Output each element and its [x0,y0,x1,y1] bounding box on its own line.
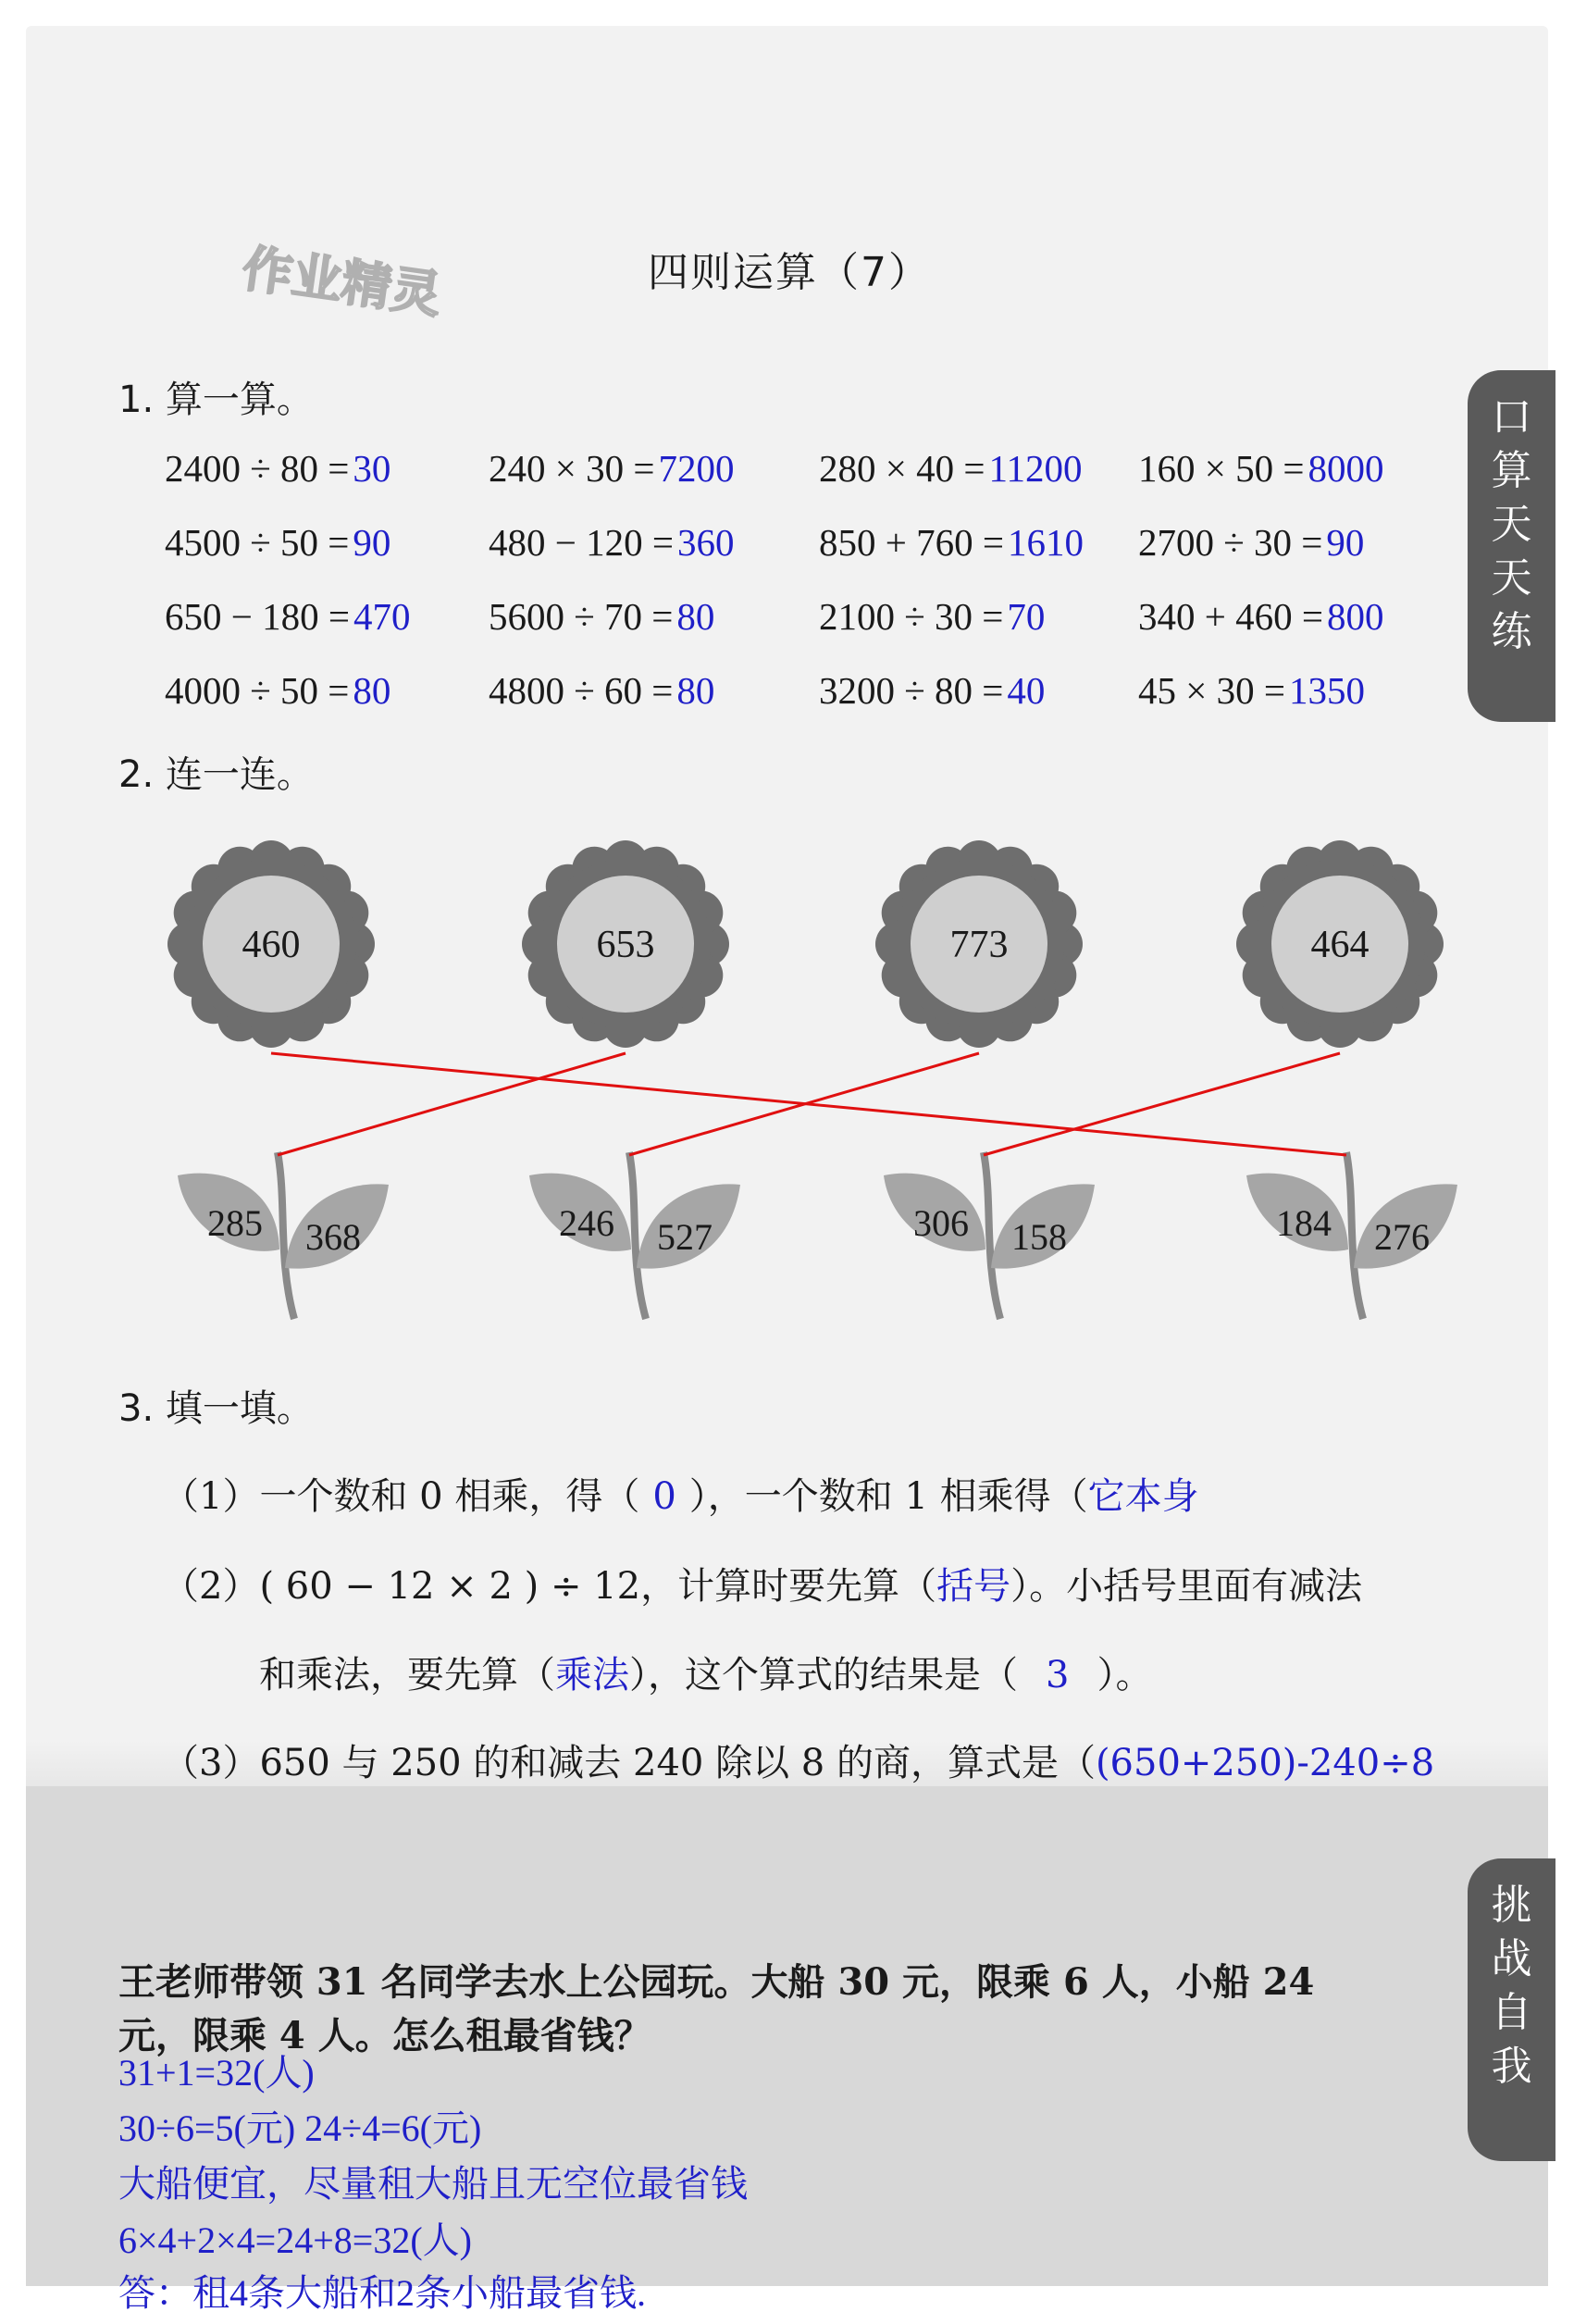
fill-item-2b-text-2: ），这个算式的结果是（ [629,1654,1018,1696]
stem-line [984,1152,1000,1319]
challenge-question-line-1: 王老师带领 31 名同学去水上公园玩。大船 30 元，限乘 6 人，小船 24 [118,1960,1315,2004]
calc-answer[interactable]: 8000 [1308,447,1384,490]
fill-item-2-text-2: ）。小括号里面有减法 [1010,1565,1363,1608]
fill-item-2 [162,1557,1362,1609]
calc-item [819,446,1082,491]
leaf-number-left: 285 [207,1202,263,1244]
calc-question: 340 + 460 = [1138,595,1323,638]
stem-line [629,1152,646,1319]
calc-answer[interactable]: 470 [353,595,411,638]
calc-answer[interactable]: 80 [676,669,715,712]
fill-item-2b-answer-1[interactable]: 乘法 [555,1654,629,1696]
calc-answer[interactable]: 90 [1326,521,1365,564]
calc-answer[interactable]: 80 [353,669,391,712]
fill-item-2-answer-1[interactable]: 括号 [936,1565,1011,1608]
calc-question: 160 × 50 = [1138,447,1305,490]
calc-answer[interactable]: 1610 [1008,521,1084,564]
solution-line: 30÷6=5(元) 24÷4=6(元) [118,2107,482,2149]
calc-item [165,668,390,713]
calc-item [819,668,1045,713]
calc-question: 2100 ÷ 30 = [819,595,1004,638]
calc-question: 480 − 120 = [489,521,674,564]
calc-question: 850 + 760 = [819,521,1004,564]
match-line [984,1053,1340,1155]
leaf-number-right: 276 [1374,1216,1430,1258]
calc-item [489,594,714,639]
calc-answer[interactable]: 1350 [1289,669,1365,712]
page-title: 四则运算（7） [648,249,931,296]
calc-item [489,446,735,491]
challenge-question-line-2: 元，限乘 4 人。怎么租最省钱？ [118,2014,651,2057]
fill-item-2b-text: 和乘法，要先算（ [259,1654,555,1696]
leaf-number-left: 246 [559,1202,614,1244]
watermark: 作业精灵 [239,239,445,325]
calc-question: 45 × 30 = [1138,669,1285,712]
calc-question: 3200 ÷ 80 = [819,669,1004,712]
match-line [629,1053,979,1155]
solution-line: 31+1=32(人) [118,2052,315,2094]
calc-item [165,594,411,639]
calc-item [489,520,735,565]
matching-diagram [0,814,1574,1351]
leaf-number-left: 184 [1276,1202,1332,1244]
calc-answer[interactable]: 11200 [988,447,1083,490]
calc-answer[interactable]: 30 [353,447,391,490]
calc-question: 240 × 30 = [489,447,655,490]
calc-item [1138,668,1365,713]
fill-item-3-text: （3）650 与 250 的和减去 240 除以 8 的商，算式是（ [162,1742,1096,1784]
fill-item-1-answer-1[interactable]: 0 [652,1475,676,1518]
fill-item-2b-text-3: ）。 [1097,1654,1153,1696]
tab-challenge-label: 挑 战 自 我 [1491,1882,1532,2090]
flower-773[interactable] [875,840,1083,1048]
leaf-number-left: 306 [913,1202,969,1244]
calc-question: 2400 ÷ 80 = [165,447,350,490]
calc-item [819,520,1084,565]
stem-246-527[interactable] [529,1152,740,1319]
calc-answer[interactable]: 360 [677,521,735,564]
tab-challenge[interactable] [1468,1858,1555,2161]
calc-item [165,446,390,491]
flower-653[interactable] [522,840,729,1048]
fill-item-1 [162,1467,1199,1520]
flower-464[interactable] [1236,840,1444,1048]
calc-question: 280 × 40 = [819,447,985,490]
calc-answer[interactable]: 800 [1327,595,1384,638]
flower-460[interactable] [167,840,375,1048]
fill-item-3 [162,1734,1434,1786]
calc-item [489,668,714,713]
calc-answer[interactable]: 40 [1007,669,1046,712]
calc-item [165,520,390,565]
calc-item [1138,520,1364,565]
leaf-number-right: 368 [305,1216,361,1258]
fill-item-2b-answer-2[interactable]: 3 [1046,1654,1070,1696]
fill-item-1-text: （1）一个数和 0 相乘，得（ [162,1475,640,1518]
calc-question: 5600 ÷ 70 = [489,595,674,638]
section3-heading: 3. 填一填。 [118,1387,314,1430]
calc-answer[interactable]: 90 [353,521,391,564]
calc-question: 4800 ÷ 60 = [489,669,674,712]
leaf-number-right: 158 [1011,1216,1067,1258]
calc-item [1138,594,1384,639]
stem-306-158[interactable] [884,1152,1095,1319]
tab-oral-calc-label: 口 算 天 天 练 [1491,393,1532,655]
solution-line: 答：租4条大船和2条小船最省钱. [118,2272,646,2314]
flower-number: 653 [596,924,655,966]
tab-oral-calc[interactable] [1468,370,1555,722]
calc-answer[interactable]: 70 [1007,595,1046,638]
flower-number: 464 [1310,924,1370,966]
fill-item-2b [259,1646,1152,1698]
section1-heading: 1. 算一算。 [118,379,314,421]
fill-item-1-text-2: ），一个数和 1 相乘得（ [688,1475,1088,1518]
calc-question: 4000 ÷ 50 = [165,669,350,712]
calc-answer[interactable]: 80 [676,595,715,638]
match-line [278,1053,626,1155]
calc-item [1138,446,1384,491]
calc-question: 2700 ÷ 30 = [1138,521,1323,564]
calc-question: 4500 ÷ 50 = [165,521,350,564]
fill-item-1-answer-2[interactable]: 它本身 [1087,1475,1199,1518]
solution-line: 6×4+2×4=24+8=32(人) [118,2219,472,2261]
solution-line: 大船便宜，尽量租大船且无空位最省钱 [118,2163,748,2205]
calc-item [819,594,1045,639]
flower-number: 460 [242,924,301,966]
stem-line [1346,1152,1363,1319]
calc-answer[interactable]: 7200 [658,447,735,490]
leaf-number-right: 527 [657,1216,713,1258]
stem-line [278,1152,294,1319]
fill-item-3-answer[interactable]: (650+250)-240÷8 [1095,1742,1435,1784]
stem-184-276[interactable] [1246,1152,1457,1319]
calc-question: 650 − 180 = [165,595,350,638]
section2-heading: 2. 连一连。 [118,753,314,796]
fill-item-2-text: （2）( 60 − 12 × 2 ) ÷ 12，计算时要先算（ [162,1565,937,1608]
flower-number: 773 [949,924,1009,966]
stem-285-368[interactable] [178,1152,389,1319]
